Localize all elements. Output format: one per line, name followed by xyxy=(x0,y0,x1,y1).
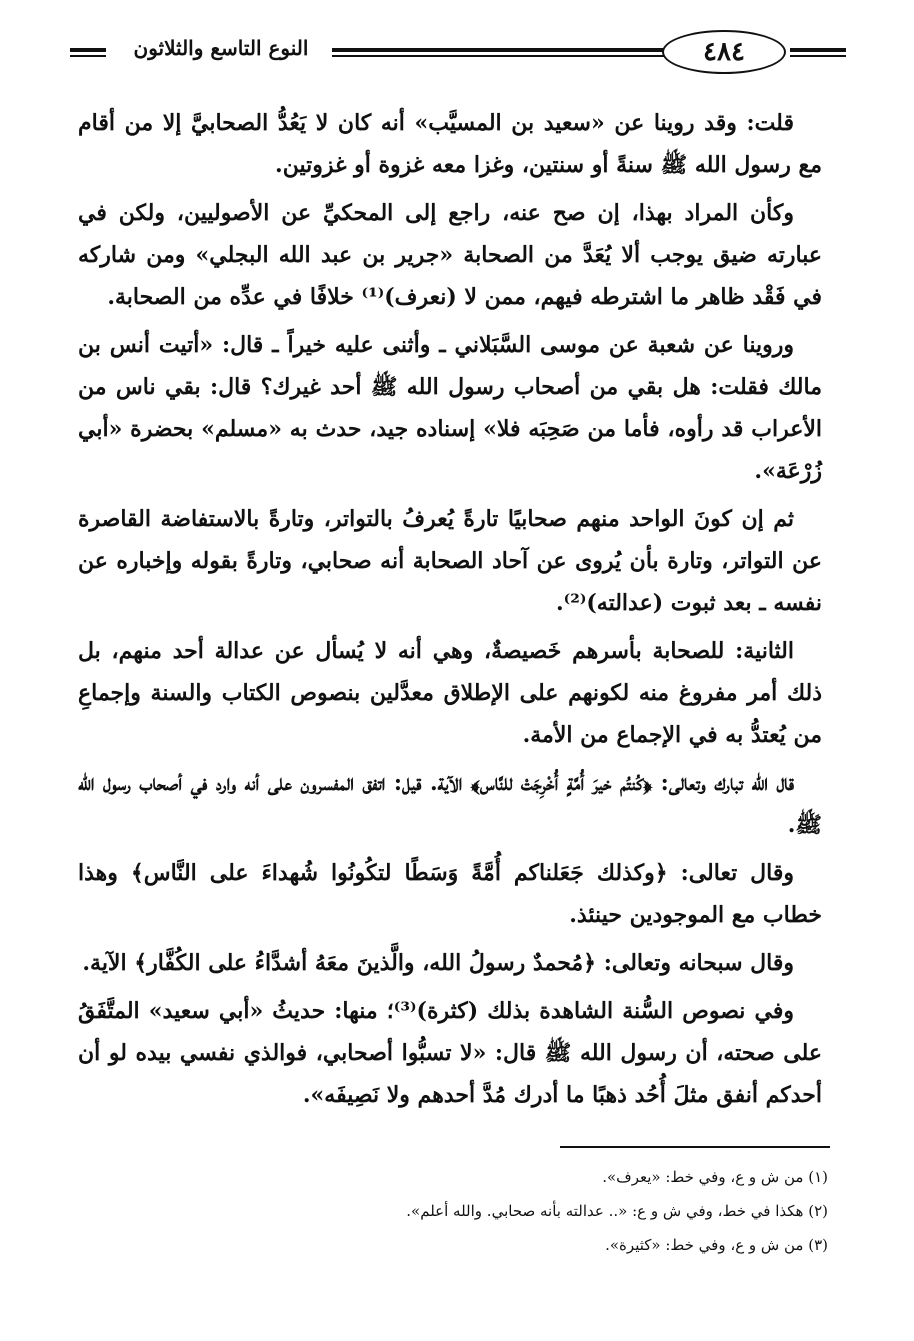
footnote: (١) من ش و ع، وفي خط: «يعرف». xyxy=(602,1168,828,1186)
footnote-separator xyxy=(560,1146,830,1148)
page-header xyxy=(70,28,846,78)
page-number: ٤٨٤ xyxy=(662,30,786,74)
paragraph: وقال سبحانه وتعالى: ﴿مُحمدٌ رسولُ الله، والَّذينَ معَهُ أشدَّاءُ على الكُفَّار﴾ الآية. xyxy=(82,950,794,976)
paragraph: وروينا عن شعبة عن موسى السَّبَلاني ـ وأثنى عليه خيراً ـ قال: «أتيت أنس بن مالك فقلت: هل بقي من أصحاب رسول الله ﷺ أحد غيرك؟ قال: بقي ناس من الأعراب قد رأوه، فأما من صَحِبَه فلا» إسناده جيد، حدث به «مسلم» بحضرة «أبي زُرْعَة». xyxy=(78,332,822,484)
header-rule-left xyxy=(70,48,106,52)
footnotes xyxy=(300,1160,828,1262)
paragraph: وقال تعالى: ﴿وكذلك جَعَلناكم أُمَّةً وَسَطًا لتكُونُوا شُهداءَ على النَّاس﴾ وهذا خطاب مع الموجودين حينئذ. xyxy=(78,860,822,928)
paragraph: الثانية: للصحابة بأسرهم خَصيصةٌ، وهي أنه لا يُسأل عن عدالة أحد منهم، بل ذلك أمر مفروغ منه لكونهم على الإطلاق معدَّلين بنصوص الكتاب والسنة وإجماعِ من يُعتدُّ به في الإجماع من الأمة. xyxy=(78,638,822,748)
paragraph: ثم إن كونَ الواحد منهم صحابيًا تارةً يُعرفُ بالتواتر، وتارةً بالاستفاضة القاصرة عن التواتر، وتارة بأن يُروى عن آحاد الصحابة أنه صحابي، وتارةً بقوله وإخباره عن نفسه ـ بعد ثبوت (عدالته)⁽²⁾. xyxy=(78,506,822,616)
header-rule-middle xyxy=(332,48,670,52)
paragraph: قال الله تبارك وتعالى: ﴿كُنتُم خيرَ أُمَّةٍ أُخْرِجَتْ للنَّاس﴾ الآية. قيل: اتفق المفسرون على أنه وارد في أصحاب رسول الله ﷺ. xyxy=(78,770,822,838)
paragraph: وفي نصوص السُّنة الشاهدة بذلك (كثرة)⁽³⁾؛ منها: حديثُ «أبي سعيد» المتَّفَقُ على صحته، أن رسول الله ﷺ قال: «لا تسبُّوا أصحابي، فوالذي نفسي بيده لو أن أحدكم أنفق مثلَ أُحُد ذهبًا ما أدرك مُدَّ أحدهم ولا نَصِيفَه». xyxy=(78,998,822,1108)
footnote: (٣) من ش و ع، وفي خط: «كثيرة». xyxy=(605,1236,828,1254)
chapter-title: النوع التاسع والثلاثون xyxy=(133,36,309,60)
header-rule-left-thin xyxy=(70,55,106,57)
paragraph: وكأن المراد بهذا، إن صح عنه، راجع إلى المحكيِّ عن الأصوليين، ولكن في عبارته ضيق يوجب ألا يُعَدَّ من الصحابة «جرير بن عبد الله البجلي» ومن شاركه في فَقْد ظاهر ما اشترطه فيهم، ممن لا (نعرف)⁽¹⁾ خلافًا في عدِّه من الصحابة. xyxy=(78,200,822,310)
paragraph: قلت: وقد روينا عن «سعيد بن المسيَّب» أنه كان لا يَعُدُّ الصحابيَّ إلا من أقام مع رسول الله ﷺ سنةً أو سنتين، وغزا معه غزوة أو غزوتين. xyxy=(78,110,822,178)
main-text xyxy=(78,102,822,1122)
header-rule-right xyxy=(790,48,846,52)
header-rule-middle-thin xyxy=(332,55,670,57)
footnote: (٢) هكذا في خط، وفي ش و ع: «.. عدالته بأنه صحابي. والله أعلم». xyxy=(406,1202,828,1220)
header-rule-right-thin xyxy=(790,55,846,57)
